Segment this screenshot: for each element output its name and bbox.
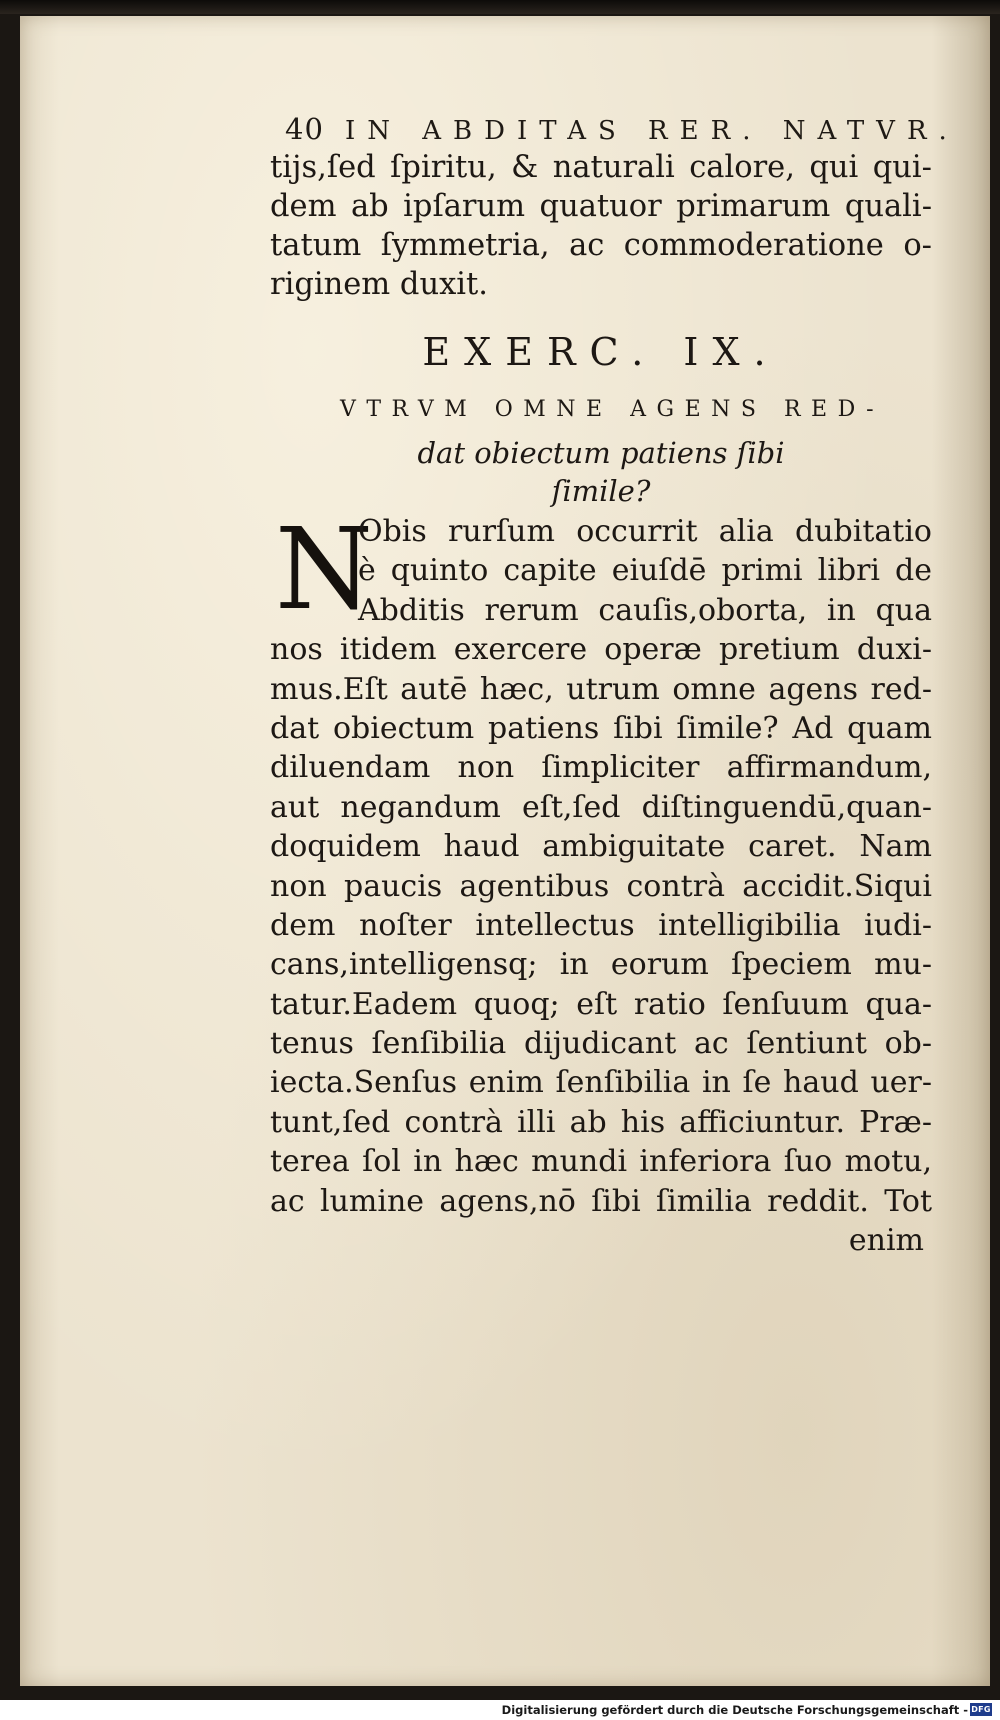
text-line: mus.Eſt autē hæc, utrum omne agens red- [270, 671, 932, 707]
section-question-line-1: dat obiectum patiens ſibi [417, 436, 785, 470]
text-line: riginem duxit. [270, 267, 488, 302]
text-line: tenus ſenſibilia dijudicant ac ſentiunt ob- [270, 1026, 932, 1062]
text-line: terea ſol in hæc mundi inferiora ſuo motu, [270, 1144, 932, 1180]
text-line: ac lumine agens,nō ſibi ſimilia reddit. Tot [270, 1183, 932, 1219]
body-text [270, 505, 932, 1260]
text-line: tatur.Eadem quoq; eſt ratio ſenſuum qua- [270, 986, 932, 1022]
footer-credit: Digitalisierung gefördert durch die Deutsche Forschungsgemeinschaft - [501, 1703, 968, 1717]
continuation-text [270, 148, 932, 304]
text-line: tatum ſymmetria, ac commoderatione o- [270, 228, 932, 263]
page-header [285, 112, 959, 146]
text-line: è quinto capite eiuſdē primi libri de [358, 553, 932, 589]
text-line: aut negandum eſt,ſed diſtinguendū,quan- [270, 789, 932, 825]
text-line: tijs,ſed ſpiritu, & naturali calore, qui qui- [270, 150, 932, 185]
text-line: dem noſter intellectus intelligibilia iudi- [270, 907, 932, 943]
section-question-line-2: ſimile? [551, 474, 651, 508]
section-question-caps: VTRVM OMNE AGENS RED- [340, 397, 885, 422]
drop-cap-initial: N [275, 505, 373, 635]
text-line: doquidem haud ambiguitate caret. Nam [270, 829, 932, 865]
page-number: 40 [285, 112, 324, 146]
text-line: dat obiectum patiens ſibi ſimile? Ad quam [270, 710, 932, 746]
text-line: nos itidem exercere operæ pretium duxi- [270, 632, 932, 668]
text-line: diluendam non ſimpliciter affirmandum, [270, 750, 932, 786]
text-line: cans,intelligensq; in eorum ſpeciem mu- [270, 947, 932, 983]
text-line: tunt,ſed contrà illi ab his afficiuntur. Præ- [270, 1104, 932, 1140]
dfg-logo: DFG [971, 1705, 991, 1714]
scan-top-edge [0, 0, 1000, 14]
text-line: Obis rurſum occurrit alia dubitatio [358, 514, 932, 549]
text-line: iecta.Senſus enim ſenſibilia in ſe haud uer- [270, 1065, 932, 1101]
section-title: EXERC. IX. [422, 330, 780, 374]
running-head: IN ABDITAS RER. NATVR. [345, 116, 959, 146]
text-line: Abditis rerum cauſis,oborta, in qua [358, 592, 932, 628]
text-line: dem ab ipſarum quatuor primarum quali- [270, 189, 932, 224]
text-line: non paucis agentibus contrà accidit.Siqui [270, 868, 932, 904]
catchword: enim [848, 1223, 924, 1259]
